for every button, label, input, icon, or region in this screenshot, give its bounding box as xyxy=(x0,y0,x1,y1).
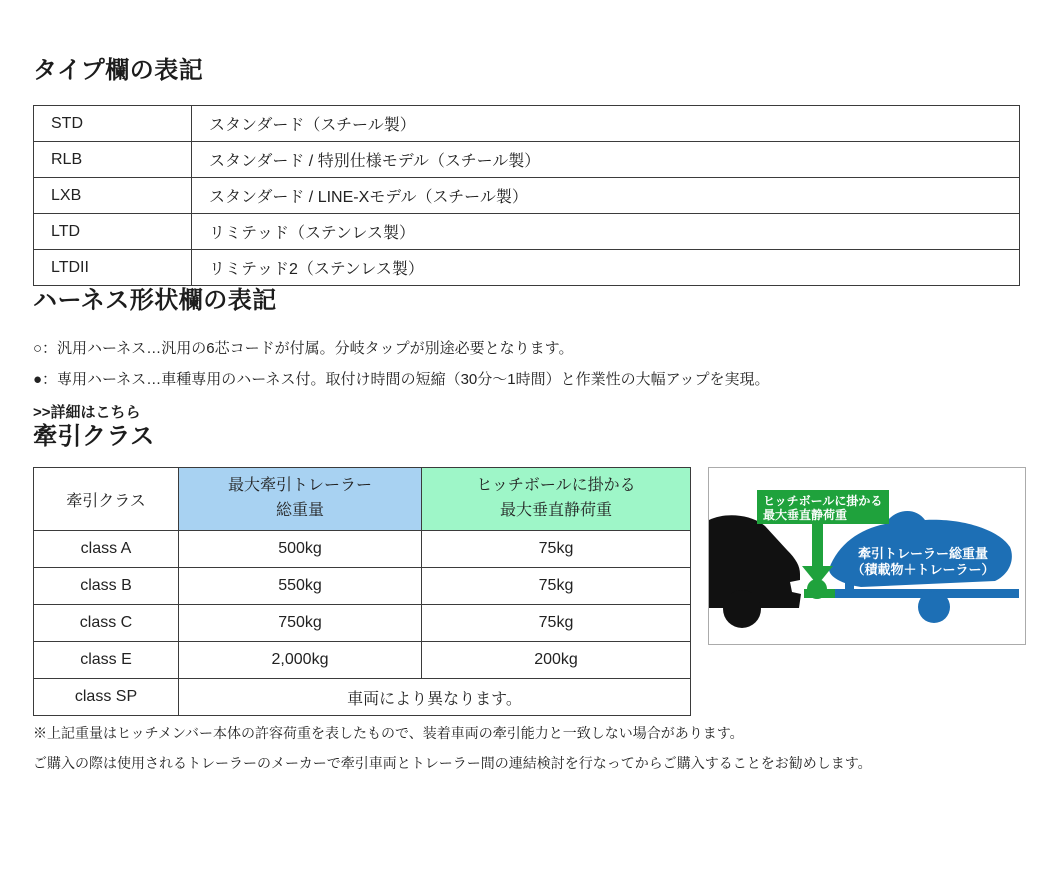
note-purchase-advice: ご購入の際は使用されるトレーラーのメーカーで牽引車両とトレーラー間の連結検討を行なってからご購入することをお勧めします。 xyxy=(33,754,872,771)
table-row xyxy=(34,642,691,679)
note-allowable-load: ※上記重量はヒッチメンバー本体の許容荷重を表したもので、装着車両の牽引能力と一致しない場合があります。 xyxy=(33,725,744,741)
towing-class-table xyxy=(33,467,691,716)
table-row xyxy=(34,106,1020,142)
harness-generic-line: ○：汎用ハーネス…汎用の6芯コードが付属。分岐タップが別途必要となります。 xyxy=(33,340,574,357)
table-row xyxy=(34,214,1020,250)
sp-value-cell: 車両により異なります。 xyxy=(179,679,691,716)
header-line: ヒッチボールに掛かる xyxy=(476,477,636,495)
trailer-weight-line1: 牽引トレーラー総重量 xyxy=(857,546,989,561)
trailer-wheel xyxy=(918,591,950,623)
max-load-cell: 200kg xyxy=(422,642,691,679)
type-code: LTDII xyxy=(34,250,192,286)
table-row xyxy=(34,250,1020,286)
class-cell: class SP xyxy=(34,679,179,716)
type-code: RLB xyxy=(34,142,192,178)
col-header-class: 牽引クラス xyxy=(34,468,179,531)
max-load-cell: 75kg xyxy=(422,605,691,642)
header-line: 最大垂直静荷重 xyxy=(499,502,612,519)
col-header-max-weight xyxy=(179,468,422,531)
load-label-line2: 最大垂直静荷重 xyxy=(763,508,848,522)
type-code: LTD xyxy=(34,214,192,250)
table-row xyxy=(34,178,1020,214)
harness-section-title: ハーネス形状欄の表記 xyxy=(33,287,277,314)
class-cell: class A xyxy=(34,531,179,568)
max-load-cell: 75kg xyxy=(422,568,691,605)
type-desc: スタンダード / LINE-Xモデル（スチール製） xyxy=(192,178,1020,214)
table-row xyxy=(34,568,691,605)
type-code: STD xyxy=(34,106,192,142)
towing-section-title: 牽引クラス xyxy=(33,423,155,450)
towing-content xyxy=(33,467,1020,716)
type-desc: リミテッド（ステンレス製） xyxy=(192,214,1020,250)
car-silhouette xyxy=(709,515,801,608)
hitch-bar-green xyxy=(804,589,835,598)
table-row xyxy=(34,142,1020,178)
max-weight-cell: 550kg xyxy=(179,568,422,605)
class-cell: class C xyxy=(34,605,179,642)
col-header-max-load xyxy=(422,468,691,531)
table-row xyxy=(34,605,691,642)
detail-link[interactable]: >>詳細はこちら xyxy=(33,404,141,421)
trailer-weight-line2: （積載物＋トレーラー） xyxy=(851,562,995,577)
max-weight-cell: 2,000kg xyxy=(179,642,422,679)
class-cell: class E xyxy=(34,642,179,679)
type-code: LXB xyxy=(34,178,192,214)
car-wheel xyxy=(723,590,761,628)
max-weight-cell: 500kg xyxy=(179,531,422,568)
header-line: 総重量 xyxy=(275,502,324,519)
table-row xyxy=(34,531,691,568)
header-line: 最大牽引トレーラー xyxy=(227,477,372,495)
type-desc: リミテッド2（ステンレス製） xyxy=(192,250,1020,286)
table-header-row xyxy=(34,468,691,531)
trailer-diagram xyxy=(709,468,1025,644)
type-table xyxy=(33,105,1020,286)
arrow-shaft xyxy=(812,524,823,567)
harness-dedicated-line: ●：専用ハーネス…車種専用のハーネス付。取付け時間の短縮（30分～1時間）と作業性の大幅アップを実現。 xyxy=(33,371,770,388)
class-cell: class B xyxy=(34,568,179,605)
max-weight-cell: 750kg xyxy=(179,605,422,642)
towing-illustration xyxy=(708,467,1026,645)
max-load-cell: 75kg xyxy=(422,531,691,568)
table-row xyxy=(34,679,691,716)
type-section-title: タイプ欄の表記 xyxy=(33,57,204,84)
type-desc: スタンダード（スチール製） xyxy=(192,106,1020,142)
arrow-head xyxy=(802,566,833,585)
load-label-line1: ヒッチボールに掛かる xyxy=(763,494,883,508)
type-desc: スタンダード / 特別仕様モデル（スチール製） xyxy=(192,142,1020,178)
